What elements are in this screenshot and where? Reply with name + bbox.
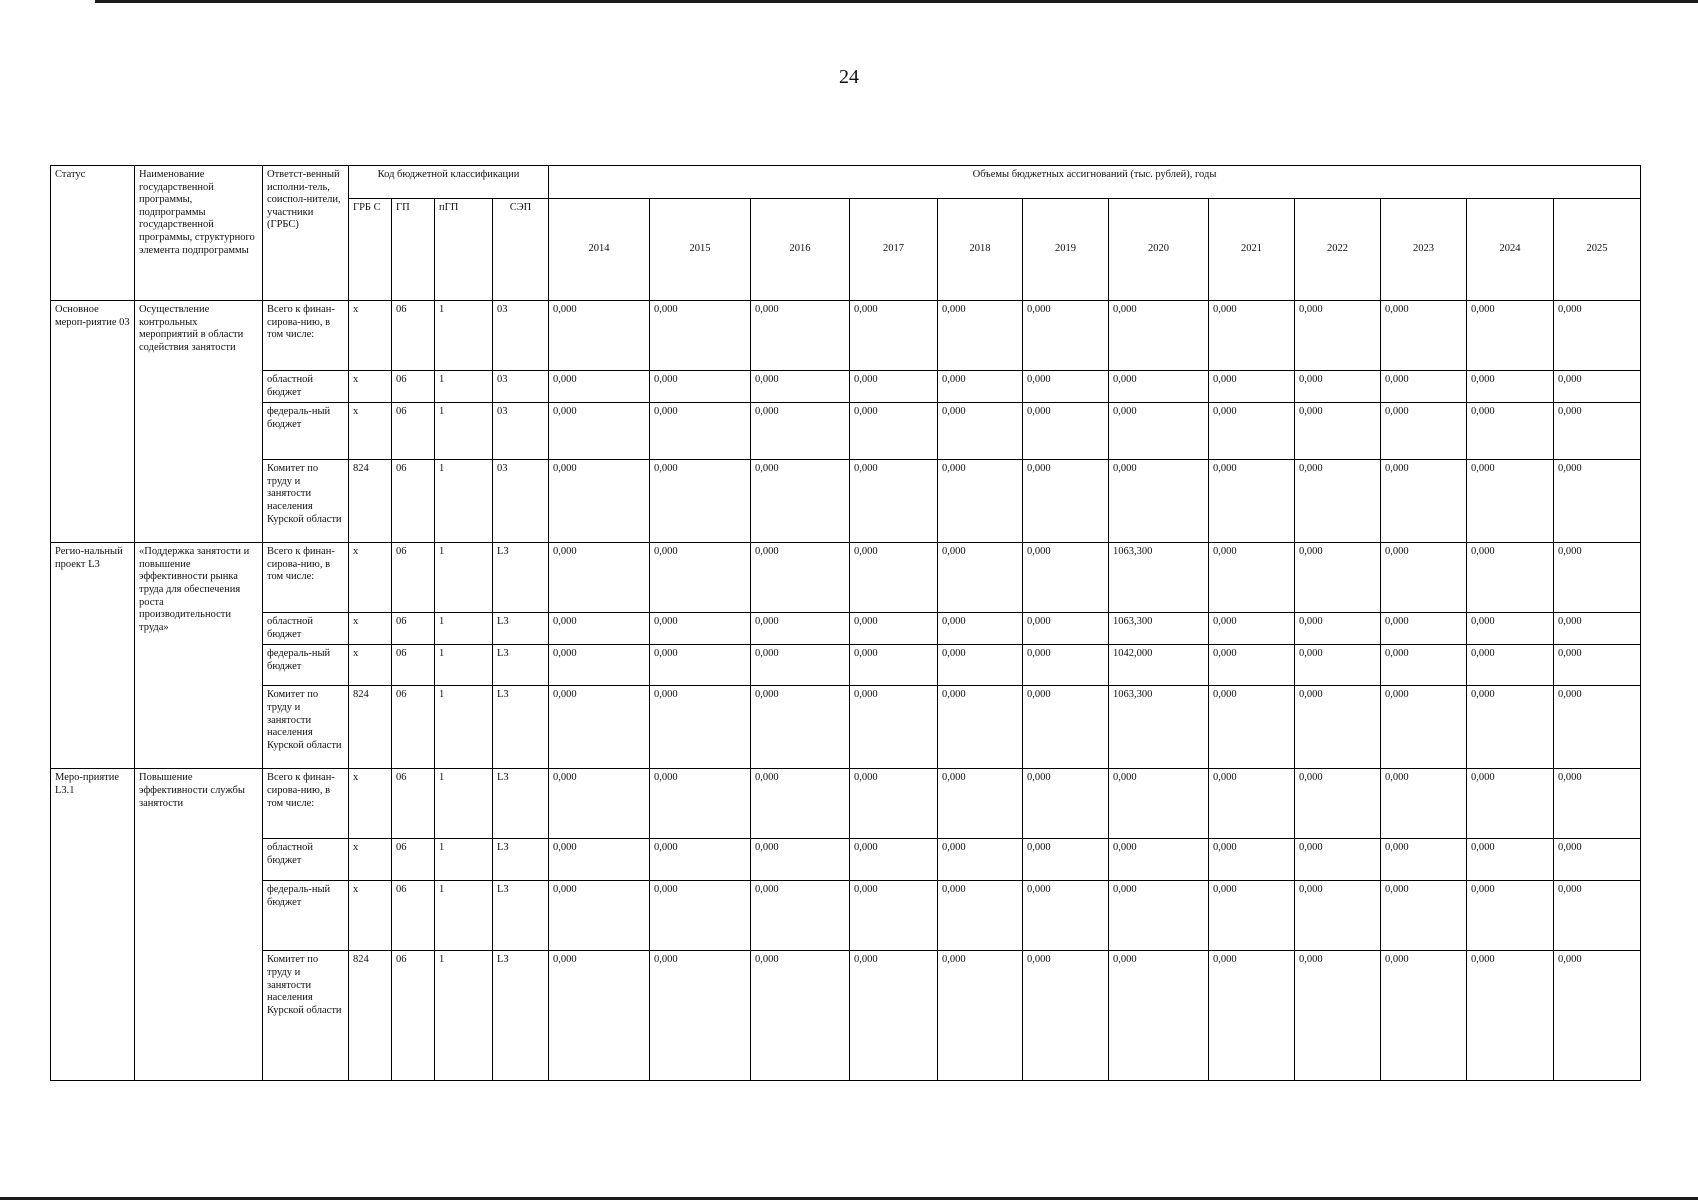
- amount-cell: 0,000: [1023, 881, 1109, 951]
- amount-cell: 0,000: [650, 645, 751, 686]
- amount-cell: 0,000: [650, 769, 751, 839]
- amount-cell: 0,000: [549, 881, 650, 951]
- amount-cell: 0,000: [1554, 951, 1641, 1081]
- amount-cell: 0,000: [1381, 686, 1467, 769]
- program-name-cell: Повышение эффективности службы занятости: [135, 769, 263, 1081]
- sep-cell: L3: [493, 686, 549, 769]
- amount-cell: 0,000: [1381, 460, 1467, 543]
- amount-cell: 0,000: [1467, 686, 1554, 769]
- amount-cell: 0,000: [650, 403, 751, 460]
- table-row: [51, 881, 1641, 951]
- program-name-cell: «Поддержка занятости и повышение эффективности рынка труда для обеспечения роста производительности труда»: [135, 543, 263, 769]
- header-name: Наименование государственной программы, подпрограммы государственной программы, структурного элемента подпрограммы: [135, 166, 263, 301]
- grbs-cell: х: [349, 645, 392, 686]
- gp-cell: 06: [392, 301, 435, 371]
- amount-cell: 0,000: [1554, 769, 1641, 839]
- amount-cell: 0,000: [751, 403, 850, 460]
- amount-cell: 0,000: [751, 686, 850, 769]
- amount-cell: 1063,300: [1109, 686, 1209, 769]
- grbs-cell: х: [349, 301, 392, 371]
- pgp-cell: 1: [435, 460, 493, 543]
- pgp-cell: 1: [435, 371, 493, 403]
- amount-cell: 0,000: [751, 543, 850, 613]
- amount-cell: 0,000: [1554, 881, 1641, 951]
- amount-cell: 0,000: [938, 769, 1023, 839]
- header-year: 2020: [1109, 199, 1209, 301]
- gp-cell: 06: [392, 839, 435, 881]
- amount-cell: 0,000: [1023, 460, 1109, 543]
- amount-cell: 0,000: [1109, 839, 1209, 881]
- gp-cell: 06: [392, 769, 435, 839]
- responsible-cell: федераль-ный бюджет: [263, 881, 349, 951]
- sep-cell: L3: [493, 839, 549, 881]
- amount-cell: 0,000: [1295, 769, 1381, 839]
- amount-cell: 0,000: [850, 403, 938, 460]
- amount-cell: 0,000: [650, 460, 751, 543]
- top-scan-edge: [95, 0, 1698, 3]
- header-status: Статус: [51, 166, 135, 301]
- table-row: [51, 460, 1641, 543]
- gp-cell: 06: [392, 613, 435, 645]
- amount-cell: 0,000: [1109, 301, 1209, 371]
- amount-cell: 0,000: [549, 645, 650, 686]
- header-responsible: Ответст-венный исполни-тель, соиспол-нители, участники (ГРБС): [263, 166, 349, 301]
- table-body: [51, 301, 1641, 1081]
- amount-cell: 0,000: [1209, 645, 1295, 686]
- amount-cell: 0,000: [1381, 769, 1467, 839]
- amount-cell: 0,000: [1554, 403, 1641, 460]
- amount-cell: 0,000: [938, 543, 1023, 613]
- table-row: [51, 543, 1641, 613]
- amount-cell: 0,000: [1467, 403, 1554, 460]
- responsible-cell: Всего к финан-сирова-нию, в том числе:: [263, 769, 349, 839]
- status-cell: Меро-приятие L3.1: [51, 769, 135, 1081]
- amount-cell: 1063,300: [1109, 613, 1209, 645]
- amount-cell: 0,000: [1295, 301, 1381, 371]
- amount-cell: 0,000: [1554, 543, 1641, 613]
- amount-cell: 0,000: [1209, 769, 1295, 839]
- amount-cell: 0,000: [1381, 881, 1467, 951]
- amount-cell: 0,000: [938, 301, 1023, 371]
- amount-cell: 0,000: [751, 613, 850, 645]
- amount-cell: 0,000: [1023, 543, 1109, 613]
- amount-cell: 0,000: [1023, 301, 1109, 371]
- amount-cell: 0,000: [751, 839, 850, 881]
- amount-cell: 0,000: [650, 951, 751, 1081]
- amount-cell: 0,000: [751, 371, 850, 403]
- amount-cell: 0,000: [1295, 460, 1381, 543]
- amount-cell: 0,000: [1295, 881, 1381, 951]
- sep-cell: 03: [493, 301, 549, 371]
- header-year: 2019: [1023, 199, 1109, 301]
- sep-cell: 03: [493, 371, 549, 403]
- amount-cell: 0,000: [1209, 301, 1295, 371]
- amount-cell: 0,000: [1209, 371, 1295, 403]
- amount-cell: 0,000: [1209, 543, 1295, 613]
- amount-cell: 0,000: [1109, 460, 1209, 543]
- header-year: 2016: [751, 199, 850, 301]
- page-number: 24: [839, 66, 859, 88]
- amount-cell: 0,000: [1023, 371, 1109, 403]
- amount-cell: 0,000: [650, 543, 751, 613]
- gp-cell: 06: [392, 460, 435, 543]
- amount-cell: 0,000: [1381, 371, 1467, 403]
- sep-cell: L3: [493, 881, 549, 951]
- amount-cell: 0,000: [549, 371, 650, 403]
- responsible-cell: областной бюджет: [263, 613, 349, 645]
- amount-cell: 0,000: [850, 951, 938, 1081]
- amount-cell: 0,000: [938, 645, 1023, 686]
- amount-cell: 0,000: [1109, 403, 1209, 460]
- amount-cell: 0,000: [1023, 645, 1109, 686]
- gp-cell: 06: [392, 645, 435, 686]
- amount-cell: 0,000: [1467, 645, 1554, 686]
- amount-cell: 0,000: [1554, 371, 1641, 403]
- table-row: [51, 403, 1641, 460]
- grbs-cell: 824: [349, 951, 392, 1081]
- amount-cell: 0,000: [1209, 881, 1295, 951]
- amount-cell: 0,000: [751, 769, 850, 839]
- amount-cell: 0,000: [938, 839, 1023, 881]
- status-cell: Регио-нальный проект L3: [51, 543, 135, 769]
- amount-cell: 0,000: [1467, 769, 1554, 839]
- header-year: 2017: [850, 199, 938, 301]
- table-row: [51, 769, 1641, 839]
- amount-cell: 0,000: [1209, 839, 1295, 881]
- responsible-cell: областной бюджет: [263, 839, 349, 881]
- amount-cell: 0,000: [1554, 839, 1641, 881]
- amount-cell: 0,000: [850, 460, 938, 543]
- table-row: [51, 686, 1641, 769]
- amount-cell: 0,000: [1209, 951, 1295, 1081]
- grbs-cell: х: [349, 881, 392, 951]
- amount-cell: 0,000: [1381, 839, 1467, 881]
- amount-cell: 0,000: [850, 301, 938, 371]
- pgp-cell: 1: [435, 686, 493, 769]
- table-row: [51, 951, 1641, 1081]
- amount-cell: 0,000: [1467, 460, 1554, 543]
- table-row: [51, 839, 1641, 881]
- amount-cell: 0,000: [850, 645, 938, 686]
- amount-cell: 0,000: [650, 613, 751, 645]
- amount-cell: 0,000: [751, 881, 850, 951]
- pgp-cell: 1: [435, 839, 493, 881]
- amount-cell: 0,000: [850, 686, 938, 769]
- header-budget-code: Код бюджетной классификации: [349, 166, 549, 199]
- responsible-cell: областной бюджет: [263, 371, 349, 403]
- gp-cell: 06: [392, 371, 435, 403]
- amount-cell: 0,000: [1023, 403, 1109, 460]
- amount-cell: 0,000: [1109, 371, 1209, 403]
- amount-cell: 0,000: [1209, 460, 1295, 543]
- gp-cell: 06: [392, 951, 435, 1081]
- amount-cell: 0,000: [650, 301, 751, 371]
- responsible-cell: Всего к финан-сирова-нию, в том числе:: [263, 543, 349, 613]
- amount-cell: 0,000: [1554, 686, 1641, 769]
- pgp-cell: 1: [435, 403, 493, 460]
- sep-cell: L3: [493, 543, 549, 613]
- amount-cell: 0,000: [650, 371, 751, 403]
- amount-cell: 0,000: [1554, 460, 1641, 543]
- amount-cell: 0,000: [1295, 371, 1381, 403]
- amount-cell: 0,000: [549, 543, 650, 613]
- header-sep: СЭП: [493, 199, 549, 301]
- amount-cell: 0,000: [549, 769, 650, 839]
- amount-cell: 1063,300: [1109, 543, 1209, 613]
- sep-cell: L3: [493, 613, 549, 645]
- budget-table: [50, 165, 1641, 1081]
- amount-cell: 0,000: [1467, 839, 1554, 881]
- amount-cell: 0,000: [1554, 645, 1641, 686]
- grbs-cell: х: [349, 613, 392, 645]
- sep-cell: 03: [493, 403, 549, 460]
- pgp-cell: 1: [435, 769, 493, 839]
- header-year: 2025: [1554, 199, 1641, 301]
- header-year: 2024: [1467, 199, 1554, 301]
- grbs-cell: 824: [349, 686, 392, 769]
- amount-cell: 0,000: [1295, 951, 1381, 1081]
- header-year: 2014: [549, 199, 650, 301]
- amount-cell: 0,000: [1023, 839, 1109, 881]
- amount-cell: 0,000: [1295, 686, 1381, 769]
- header-pgp: пГП: [435, 199, 493, 301]
- amount-cell: 0,000: [938, 686, 1023, 769]
- header-year: 2023: [1381, 199, 1467, 301]
- header-year: 2021: [1209, 199, 1295, 301]
- amount-cell: 0,000: [1295, 613, 1381, 645]
- amount-cell: 0,000: [751, 645, 850, 686]
- header-year: 2018: [938, 199, 1023, 301]
- gp-cell: 06: [392, 403, 435, 460]
- amount-cell: 0,000: [1295, 403, 1381, 460]
- amount-cell: 0,000: [938, 460, 1023, 543]
- amount-cell: 0,000: [1467, 881, 1554, 951]
- responsible-cell: Комитет по труду и занятости населения Курской области: [263, 460, 349, 543]
- amount-cell: 0,000: [1381, 645, 1467, 686]
- amount-cell: 0,000: [1109, 769, 1209, 839]
- amount-cell: 0,000: [1023, 951, 1109, 1081]
- pgp-cell: 1: [435, 543, 493, 613]
- grbs-cell: х: [349, 371, 392, 403]
- amount-cell: 0,000: [549, 951, 650, 1081]
- amount-cell: 0,000: [751, 460, 850, 543]
- amount-cell: 0,000: [751, 951, 850, 1081]
- amount-cell: 0,000: [1295, 645, 1381, 686]
- table-row: [51, 613, 1641, 645]
- header-grbs: ГРБ С: [349, 199, 392, 301]
- sep-cell: L3: [493, 645, 549, 686]
- amount-cell: 0,000: [850, 543, 938, 613]
- grbs-cell: х: [349, 769, 392, 839]
- amount-cell: 0,000: [549, 613, 650, 645]
- responsible-cell: федераль-ный бюджет: [263, 403, 349, 460]
- amount-cell: 0,000: [850, 769, 938, 839]
- gp-cell: 06: [392, 881, 435, 951]
- amount-cell: 0,000: [1023, 769, 1109, 839]
- amount-cell: 0,000: [850, 613, 938, 645]
- gp-cell: 06: [392, 686, 435, 769]
- amount-cell: 0,000: [1023, 613, 1109, 645]
- sep-cell: L3: [493, 951, 549, 1081]
- pgp-cell: 1: [435, 881, 493, 951]
- amount-cell: 0,000: [1381, 613, 1467, 645]
- amount-cell: 0,000: [751, 301, 850, 371]
- amount-cell: 0,000: [1467, 613, 1554, 645]
- table-row: [51, 645, 1641, 686]
- header-volumes: Объемы бюджетных ассигнований (тыс. рублей), годы: [549, 166, 1641, 199]
- amount-cell: 0,000: [850, 881, 938, 951]
- amount-cell: 0,000: [1209, 403, 1295, 460]
- amount-cell: 0,000: [549, 839, 650, 881]
- grbs-cell: 824: [349, 460, 392, 543]
- amount-cell: 0,000: [1467, 951, 1554, 1081]
- pgp-cell: 1: [435, 645, 493, 686]
- amount-cell: 0,000: [1295, 543, 1381, 613]
- amount-cell: 0,000: [549, 403, 650, 460]
- amount-cell: 0,000: [549, 686, 650, 769]
- pgp-cell: 1: [435, 301, 493, 371]
- pgp-cell: 1: [435, 613, 493, 645]
- amount-cell: 1042,000: [1109, 645, 1209, 686]
- amount-cell: 0,000: [1381, 301, 1467, 371]
- amount-cell: 0,000: [1209, 613, 1295, 645]
- responsible-cell: Комитет по труду и занятости населения Курской области: [263, 951, 349, 1081]
- responsible-cell: Всего к финан-сирова-нию, в том числе:: [263, 301, 349, 371]
- header-gp: ГП: [392, 199, 435, 301]
- amount-cell: 0,000: [1109, 881, 1209, 951]
- amount-cell: 0,000: [1109, 951, 1209, 1081]
- amount-cell: 0,000: [650, 686, 751, 769]
- responsible-cell: Комитет по труду и занятости населения Курской области: [263, 686, 349, 769]
- table-row: [51, 301, 1641, 371]
- amount-cell: 0,000: [938, 613, 1023, 645]
- amount-cell: 0,000: [1554, 301, 1641, 371]
- table-row: [51, 371, 1641, 403]
- amount-cell: 0,000: [1381, 951, 1467, 1081]
- header-year: 2022: [1295, 199, 1381, 301]
- amount-cell: 0,000: [850, 371, 938, 403]
- grbs-cell: х: [349, 403, 392, 460]
- amount-cell: 0,000: [1023, 686, 1109, 769]
- sep-cell: 03: [493, 460, 549, 543]
- amount-cell: 0,000: [1467, 543, 1554, 613]
- amount-cell: 0,000: [1467, 301, 1554, 371]
- amount-cell: 0,000: [938, 371, 1023, 403]
- amount-cell: 0,000: [938, 951, 1023, 1081]
- amount-cell: 0,000: [549, 460, 650, 543]
- amount-cell: 0,000: [1381, 543, 1467, 613]
- amount-cell: 0,000: [1467, 371, 1554, 403]
- amount-cell: 0,000: [850, 839, 938, 881]
- pgp-cell: 1: [435, 951, 493, 1081]
- amount-cell: 0,000: [1381, 403, 1467, 460]
- sep-cell: L3: [493, 769, 549, 839]
- amount-cell: 0,000: [650, 881, 751, 951]
- grbs-cell: х: [349, 839, 392, 881]
- gp-cell: 06: [392, 543, 435, 613]
- amount-cell: 0,000: [938, 881, 1023, 951]
- grbs-cell: х: [349, 543, 392, 613]
- amount-cell: 0,000: [938, 403, 1023, 460]
- header-year: 2015: [650, 199, 751, 301]
- amount-cell: 0,000: [549, 301, 650, 371]
- amount-cell: 0,000: [1295, 839, 1381, 881]
- responsible-cell: федераль-ный бюджет: [263, 645, 349, 686]
- status-cell: Основное мероп-риятие 03: [51, 301, 135, 543]
- amount-cell: 0,000: [1554, 613, 1641, 645]
- amount-cell: 0,000: [1209, 686, 1295, 769]
- amount-cell: 0,000: [650, 839, 751, 881]
- program-name-cell: Осуществление контрольных мероприятий в области содействия занятости: [135, 301, 263, 543]
